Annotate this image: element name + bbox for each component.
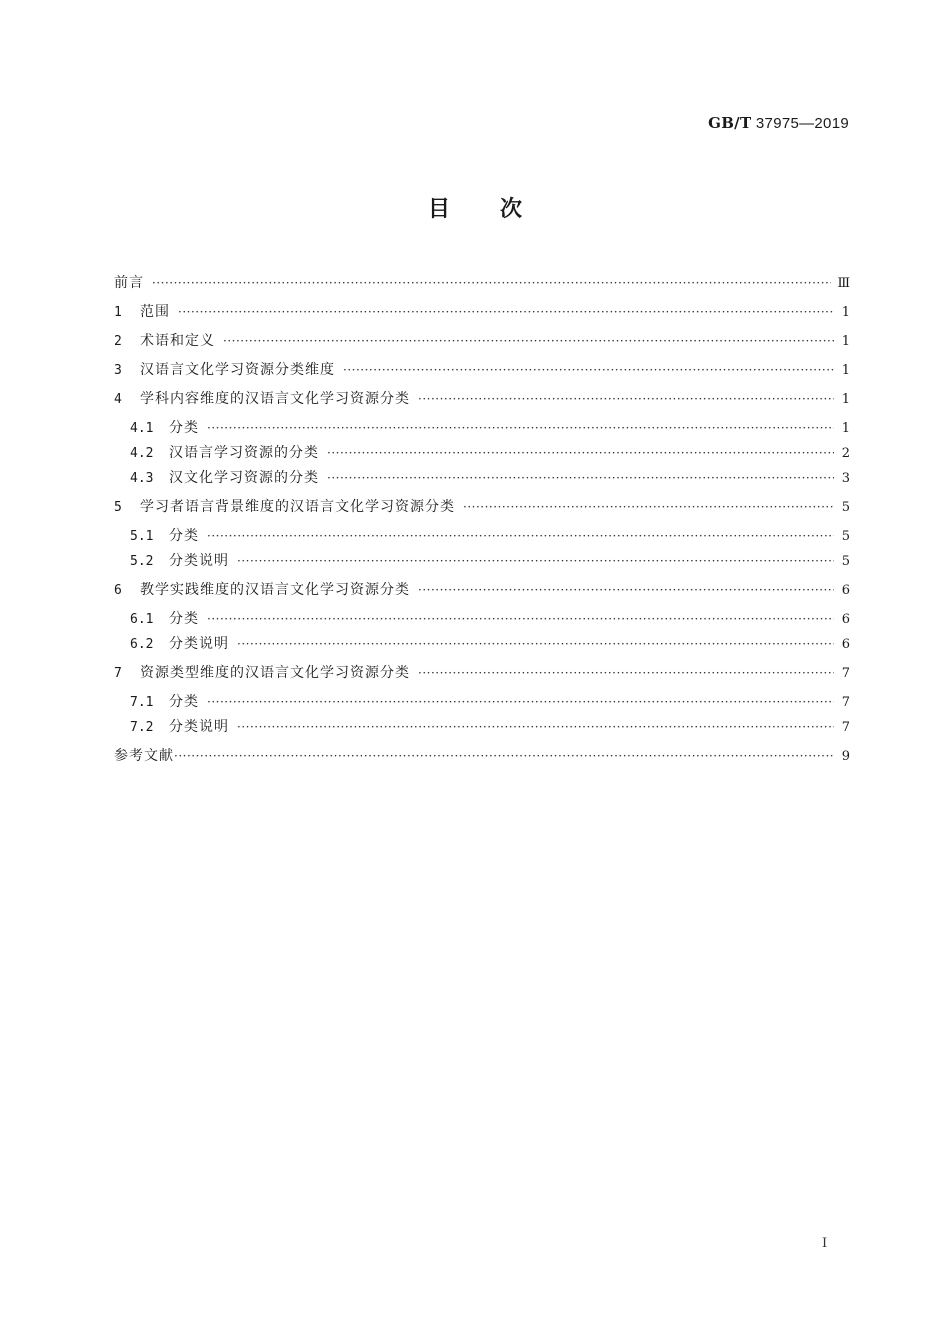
toc-entry-7[interactable] — [114, 661, 850, 686]
toc-entry-number: 4.2 — [130, 446, 154, 461]
toc-entry-page: 6 — [841, 612, 850, 627]
toc-entry-title: 资源类型维度的汉语言文化学习资源分类 — [140, 665, 410, 681]
toc-entry-1[interactable] — [114, 300, 850, 325]
toc-entry-page: 2 — [841, 446, 850, 461]
toc-entry-page: Ⅲ — [837, 276, 850, 291]
toc-dot-leader — [327, 441, 834, 466]
toc-entry-page: 1 — [841, 363, 850, 378]
toc-entry-number: 5.2 — [130, 554, 154, 569]
toc-entry-page: 7 — [841, 720, 850, 735]
toc-entry-page: 9 — [841, 749, 850, 764]
toc-entry-number: 4.1 — [130, 421, 154, 436]
toc-entry-number: 6 — [114, 583, 122, 598]
toc-entry-7-1[interactable] — [114, 690, 850, 715]
toc-entry-page: 6 — [841, 583, 850, 598]
toc-dot-leader — [178, 300, 834, 325]
toc-entry-page: 1 — [841, 334, 850, 349]
toc-entry-6[interactable] — [114, 578, 850, 603]
toc-entry-number: 4 — [114, 392, 122, 407]
standard-prefix: GB/T — [708, 114, 752, 132]
toc-entry-title: 分类 — [169, 420, 199, 436]
toc-entry-page: 6 — [841, 637, 850, 652]
toc-entry-number: 5 — [114, 500, 122, 515]
toc-entry-number: 6.1 — [130, 612, 154, 627]
toc-dot-leader — [152, 271, 831, 296]
toc-entry-number: 5.1 — [130, 529, 154, 544]
toc-dot-leader — [418, 661, 834, 686]
toc-entry-4-2[interactable] — [114, 441, 850, 466]
toc-entry-title: 分类说明 — [169, 553, 229, 569]
toc-entry-5-1[interactable] — [114, 524, 850, 549]
toc-entry-title: 学科内容维度的汉语言文化学习资源分类 — [140, 391, 410, 407]
toc-entry-page: 1 — [841, 392, 850, 407]
toc-entry-title: 分类说明 — [169, 719, 229, 735]
toc-entry-title: 汉语言文化学习资源分类维度 — [140, 362, 335, 378]
standard-number — [708, 114, 849, 132]
toc-entry-5-2[interactable] — [114, 549, 850, 574]
page-title: 目次 — [427, 197, 572, 222]
toc-entry-number: 2 — [114, 334, 122, 349]
table-of-contents — [114, 271, 850, 769]
toc-entry-6-2[interactable] — [114, 632, 850, 657]
toc-dot-leader — [237, 632, 834, 657]
toc-entry-number: 7 — [114, 666, 122, 681]
toc-entry-3[interactable] — [114, 358, 850, 383]
toc-entry-page: 1 — [841, 305, 850, 320]
toc-entry-4-1[interactable] — [114, 416, 850, 441]
toc-entry-number: 4.3 — [130, 471, 154, 486]
toc-dot-leader — [418, 578, 834, 603]
toc-entry-6-1[interactable] — [114, 607, 850, 632]
toc-dot-leader — [463, 495, 834, 520]
toc-entry-page: 3 — [841, 471, 850, 486]
toc-entry-number: 1 — [114, 305, 122, 320]
toc-entry-number: 7.2 — [130, 720, 154, 735]
toc-dot-leader — [237, 715, 834, 740]
toc-dot-leader — [343, 358, 834, 383]
toc-entry-number: 3 — [114, 363, 122, 378]
toc-entry-4[interactable] — [114, 387, 850, 412]
toc-entry-title: 参考文献 — [114, 748, 174, 764]
toc-entry-page: 5 — [841, 529, 850, 544]
toc-dot-leader — [207, 524, 834, 549]
toc-entry-page: 7 — [841, 695, 850, 710]
toc-entry-title: 汉语言学习资源的分类 — [169, 445, 319, 461]
toc-entry-number: 7.1 — [130, 695, 154, 710]
toc-entry-title: 教学实践维度的汉语言文化学习资源分类 — [140, 582, 410, 598]
toc-entry-title: 术语和定义 — [140, 333, 215, 349]
toc-dot-leader — [207, 690, 834, 715]
toc-entry-page: 5 — [841, 554, 850, 569]
toc-entry-page: 1 — [841, 421, 850, 436]
toc-entry-title: 分类 — [169, 694, 199, 710]
toc-entry-title: 学习者语言背景维度的汉语言文化学习资源分类 — [140, 499, 455, 515]
page-number: I — [822, 1236, 828, 1251]
toc-entry-references[interactable] — [114, 744, 850, 769]
toc-entry-title: 分类说明 — [169, 636, 229, 652]
toc-entry-7-2[interactable] — [114, 715, 850, 740]
toc-dot-leader — [207, 416, 834, 441]
toc-entry-foreword[interactable] — [114, 271, 850, 296]
toc-dot-leader — [223, 329, 834, 354]
toc-entry-title: 汉文化学习资源的分类 — [169, 470, 319, 486]
toc-entry-4-3[interactable] — [114, 466, 850, 491]
toc-dot-leader — [207, 607, 834, 632]
standard-code: 37975—2019 — [755, 115, 849, 132]
toc-entry-2[interactable] — [114, 329, 850, 354]
toc-dot-leader — [418, 387, 834, 412]
toc-entry-title: 分类 — [169, 528, 199, 544]
toc-dot-leader — [327, 466, 834, 491]
toc-entry-title: 分类 — [169, 611, 199, 627]
toc-entry-page: 5 — [841, 500, 850, 515]
toc-dot-leader — [237, 549, 834, 574]
toc-entry-number: 6.2 — [130, 637, 154, 652]
toc-entry-5[interactable] — [114, 495, 850, 520]
toc-entry-title: 范围 — [140, 304, 170, 320]
toc-entry-title: 前言 — [114, 275, 144, 291]
toc-dot-leader — [174, 744, 834, 769]
toc-entry-page: 7 — [841, 666, 850, 681]
